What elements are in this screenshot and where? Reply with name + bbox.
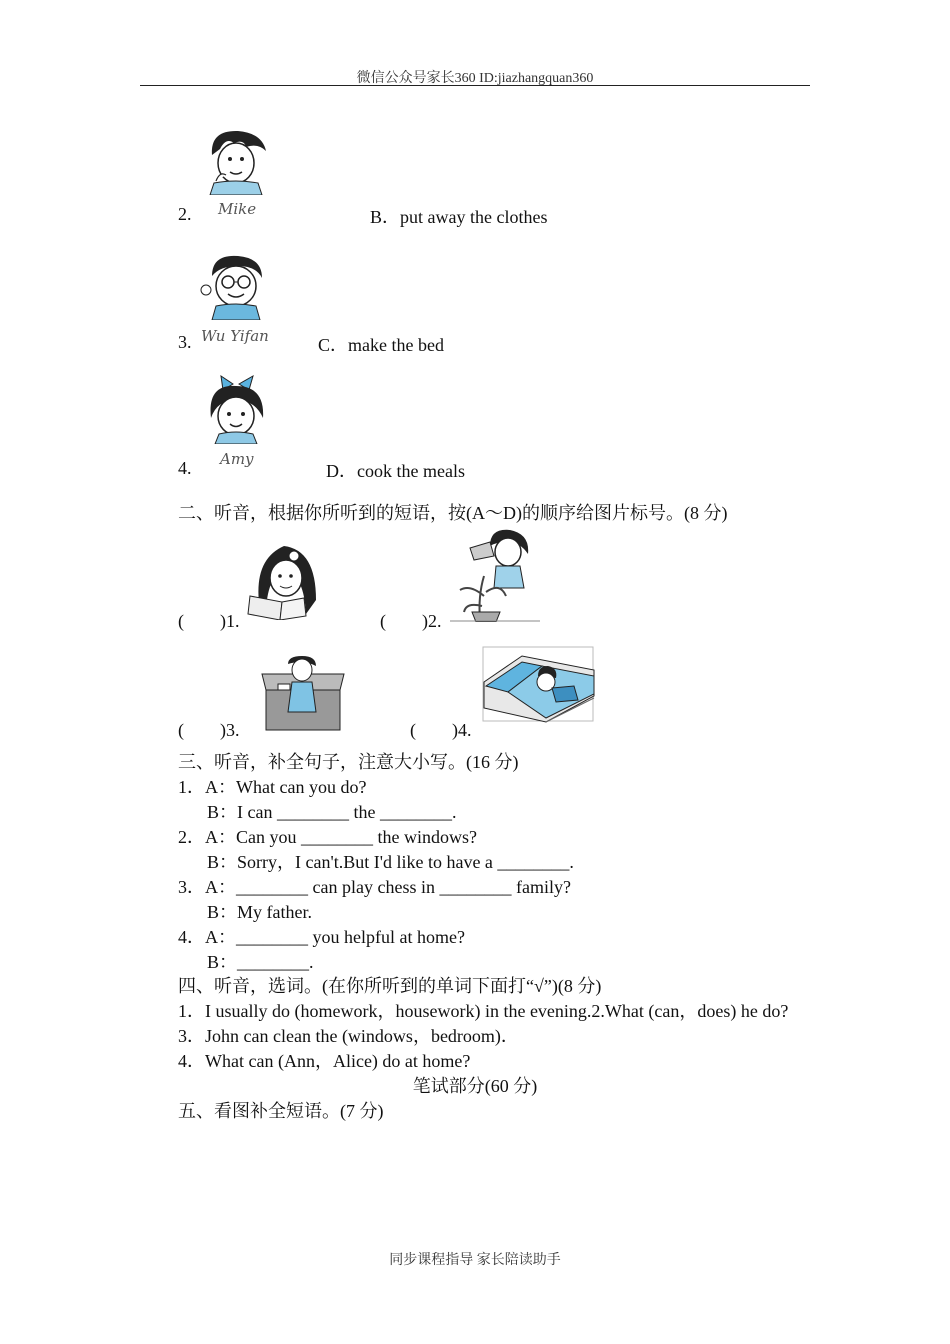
- picture-label-3: ( )3.: [178, 720, 240, 740]
- caption-amy: Amy: [220, 450, 254, 468]
- header-rule: [140, 85, 810, 86]
- section-4-title: 四、听音，选词。(在你所听到的单词下面打“√”)(8 分): [178, 976, 602, 996]
- option-c: C．make the bed: [318, 335, 444, 355]
- picture-reading-girl: [246, 540, 322, 620]
- s4-line-3: 4．What can (Ann，Alice) do at home?: [178, 1051, 471, 1071]
- item-number-2: 2.: [178, 204, 192, 224]
- written-part-title: 笔试部分(60 分): [412, 1076, 538, 1096]
- portrait-wu-yifan: [198, 250, 270, 320]
- item-number-3: 3.: [178, 332, 192, 352]
- picture-label-2: ( )2.: [380, 611, 442, 631]
- option-d: D．cook the meals: [326, 461, 465, 481]
- page-header: 微信公众号家长360 ID:jiazhangquan360: [356, 71, 594, 86]
- s4-line-1: 1．I usually do (homework，housework) in the evening.2.What (can，does) he do?: [178, 1001, 789, 1021]
- s3-line-7: 4．A：________ you helpful at home?: [178, 927, 465, 947]
- item-number-4: 4.: [178, 458, 192, 478]
- portrait-amy: [203, 374, 269, 444]
- picture-label-4: ( )4.: [410, 720, 472, 740]
- s3-line-5: 3．A：________ can play chess in ________ family?: [178, 877, 571, 897]
- picture-cleaning-table: [258, 656, 348, 732]
- caption-wu-yifan: Wu Yifan: [201, 327, 269, 345]
- portrait-mike: [200, 125, 270, 195]
- s3-line-1: 1．A：What can you do?: [178, 777, 367, 797]
- option-b: B．put away the clothes: [370, 207, 548, 227]
- picture-label-1: ( )1.: [178, 611, 240, 631]
- s3-line-2: B：I can ________ the ________.: [207, 802, 457, 822]
- picture-watering-plant: [450, 526, 540, 622]
- s3-line-8: B：________.: [207, 952, 314, 972]
- s3-line-3: 2．A：Can you ________ the windows?: [178, 827, 477, 847]
- caption-mike: Mike: [218, 200, 257, 218]
- s3-line-4: B：Sorry，I can't.But I'd like to have a ________.: [207, 852, 574, 872]
- section-3-title: 三、听音，补全句子，注意大小写。(16 分): [178, 752, 519, 772]
- section-2-title: 二、听音，根据你所听到的短语，按(A～D)的顺序给图片标号。(8 分): [178, 503, 728, 523]
- s4-line-2: 3．John can clean the (windows，bedroom)．: [178, 1026, 519, 1046]
- section-5-title: 五、看图补全短语。(7 分): [178, 1101, 384, 1121]
- s3-line-6: B：My father.: [207, 902, 312, 922]
- page-footer: 同步课程指导 家长陪读助手: [389, 1253, 561, 1268]
- picture-making-bed: [482, 646, 598, 726]
